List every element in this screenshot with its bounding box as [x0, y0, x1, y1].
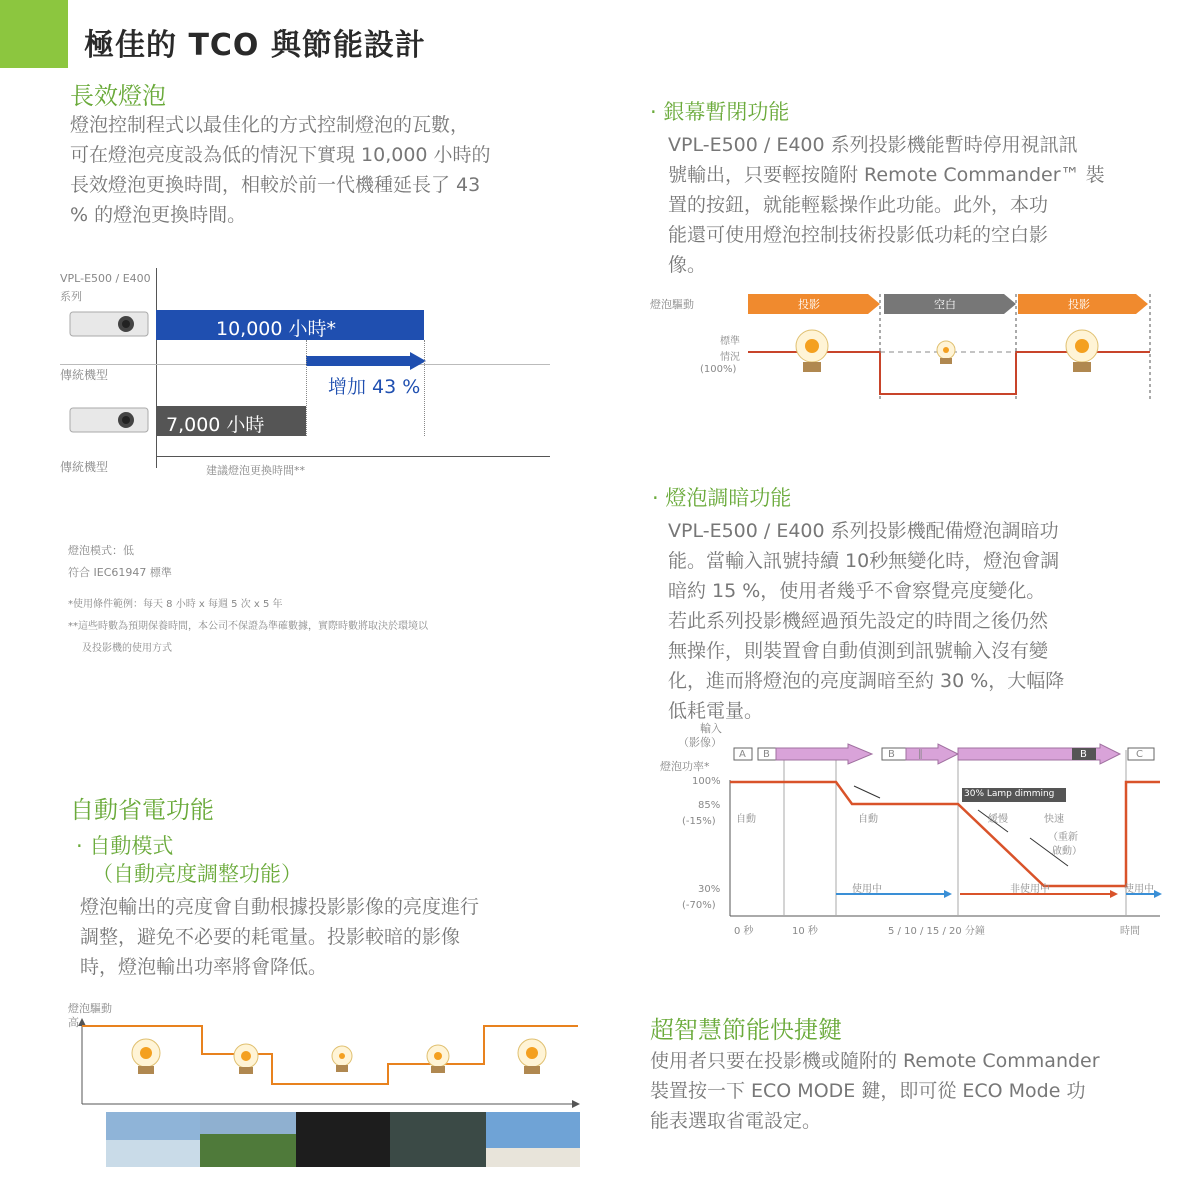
blank-title: · 銀幕暫閉功能	[650, 100, 790, 124]
bulb-icon	[796, 330, 828, 372]
dimming-graph	[648, 720, 1168, 940]
bar-new-model: 10,000 小時*	[156, 310, 424, 340]
bulb-icon	[234, 1044, 258, 1074]
bulb-icon	[132, 1039, 160, 1074]
auto-mode-bullet: · 自動模式	[76, 834, 174, 858]
axis-label: 建議燈泡更換時間**	[206, 464, 305, 477]
auto-power-title: 自動省電功能	[70, 796, 214, 824]
dotted-guide	[424, 340, 425, 436]
notes-block: 燈泡模式：低 符合 IEC61947 標準 *使用條件範例：每天 8 小時 x 每週 5 次 x 5 年 **這些時數為預期保養時間，本公司不保證為準確數據，實際時數將取決於環境以 及投影機的使用方式	[68, 544, 428, 654]
bulb-icon	[937, 341, 955, 364]
seg-project-1: 投影	[798, 298, 820, 311]
blank-paragraph: VPL-E500 / E400 系列投影機能暫時停用視訊訊 號輸出，只要輕按隨附 Remote Commander™ 裝 置的按鈕，就能輕鬆操作此功能。此外，本功 能還可使用燈泡控制技術投影低功耗的空白影 像。	[668, 134, 1105, 276]
dotted-guide	[306, 340, 307, 436]
long-life-paragraph: 燈泡控制程式以最佳化的方式控制燈泡的瓦數， 可在燈泡亮度設為低的情況下實現 10,000 小時的 長效燈泡更換時間，相較於前一代機種延長了 43 % 的燈泡更換時間。	[70, 114, 491, 226]
bulb-icon	[332, 1046, 352, 1072]
lamp-life-chart	[60, 268, 560, 483]
blank-chart: 燈泡驅動 投影 空白 投影 標準 情況 (100%)	[648, 290, 1158, 410]
new-model-label: VPL-E500 / E400	[60, 272, 151, 285]
divider	[60, 364, 550, 365]
dimming-title: · 燈泡調暗功能	[652, 486, 792, 510]
projector-icon	[68, 404, 152, 436]
long-life-title: 長效燈泡	[70, 82, 166, 110]
thumbnail-strip	[106, 1112, 580, 1167]
increase-label: 增加 43 %	[328, 376, 421, 398]
chart-axis-x	[156, 456, 550, 457]
traditional-label-1: 傳統機型	[60, 368, 109, 382]
auto-mode-subtitle: （自動亮度調整功能）	[92, 862, 302, 886]
seg-project-2: 投影	[1068, 298, 1090, 311]
new-model-series-label: 系列	[60, 290, 82, 303]
dimming-paragraph: VPL-E500 / E400 系列投影機配備燈泡調暗功 能。當輸入訊號持續 10秒無變化時，燈泡會調 暗約 15 %，使用者幾乎不會察覺亮度變化。 若此系列投影機經過預先設定的時間之後仍然 無操作，則裝置會自動偵測到訊號輸入沒有變 化，進而將燈泡的亮度調暗至約 30 %，大幅降 低耗電量。	[668, 520, 1065, 722]
projector-icon	[68, 308, 152, 340]
eco-paragraph: 使用者只要在投影機或隨附的 Remote Commander 裝置按一下 ECO MODE 鍵，即可從 ECO Mode 功 能表選取省電設定。	[650, 1050, 1100, 1132]
bulb-icon	[1066, 330, 1098, 372]
bulb-icon	[427, 1045, 449, 1073]
seg-blank: 空白	[934, 298, 956, 311]
increase-arrow	[306, 352, 426, 370]
auto-mode-chart: 燈泡驅動 高	[66, 1000, 586, 1175]
eco-title: 超智慧節能快捷鍵	[650, 1016, 842, 1044]
dimming-chart: 輸入 （影像） 燈泡功率* A B B ∥ B C 100% 85% (-15%) 30% (-70%) 自動 自動 30% Lamp dimming 緩慢 快速 （重新 啟動） 使用中 非使用中 使用中 0 秒 10 秒 5 / 10 / 15 / 20 分鐘 時間	[648, 720, 1168, 940]
chart-axis-y	[156, 268, 157, 468]
traditional-label-2: 傳統機型	[60, 460, 109, 474]
page-title: 極佳的 TCO 與節能設計	[84, 28, 426, 63]
header-accent-block	[0, 0, 68, 68]
bulb-icon	[518, 1039, 546, 1074]
bar-traditional: 7,000 小時	[156, 406, 306, 436]
auto-power-paragraph: 燈泡輸出的亮度會自動根據投影影像的亮度進行 調整，避免不必要的耗電量。投影較暗的影像 時，燈泡輸出功率將會降低。	[80, 896, 480, 978]
auto-mode-graph	[66, 1000, 586, 1175]
